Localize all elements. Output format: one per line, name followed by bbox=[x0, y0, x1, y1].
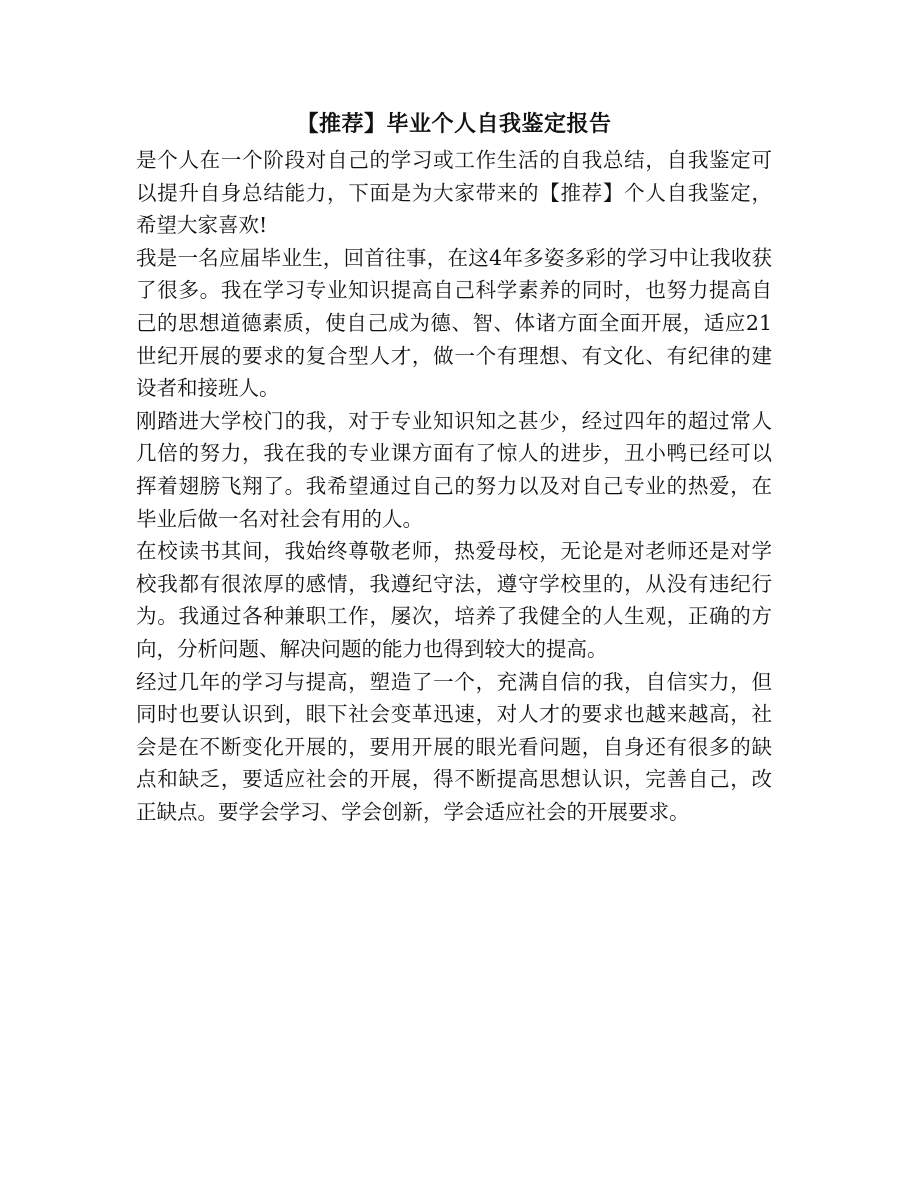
text-line: 己的思想道德素质，使自己成为德、智、体诸方面全面开展，适应21 bbox=[136, 310, 772, 335]
text-line: 世纪开展的要求的复合型人才，做一个有理想、有文化、有纪律的建 bbox=[136, 343, 772, 368]
text-line: 是个人在一个阶段对自己的学习或工作生活的自我总结，自我鉴定可 bbox=[136, 148, 772, 172]
paragraph-progress bbox=[136, 405, 772, 535]
document-page bbox=[136, 108, 772, 828]
text-line: 我是一名应届毕业生，回首往事，在这4年多姿多彩的学习中让我收获 bbox=[136, 245, 772, 270]
text-line: 会是在不断变化开展的，要用开展的眼光看问题，自身还有很多的缺 bbox=[136, 734, 772, 759]
text-line: 同时也要认识到，眼下社会变革迅速，对人才的要求也越来越高，社 bbox=[136, 702, 772, 727]
text-line: 了很多。我在学习专业知识提高自己科学素养的同时，也努力提高自 bbox=[136, 278, 772, 303]
paragraph-intro bbox=[136, 144, 772, 242]
text-line: 为。我通过各种兼职工作，屡次，培养了我健全的人生观，正确的方 bbox=[136, 604, 772, 629]
text-line: 毕业后做一名对社会有用的人。 bbox=[136, 506, 423, 531]
text-line: 设者和接班人。 bbox=[136, 376, 280, 401]
text-line: 校我都有很浓厚的感情，我遵纪守法，遵守学校里的，从没有违纪行 bbox=[136, 571, 772, 596]
text-line: 向，分析问题、解决问题的能力也得到较大的提高。 bbox=[136, 636, 608, 661]
text-line: 以提升自身总结能力，下面是为大家带来的【推荐】个人自我鉴定， bbox=[136, 180, 772, 205]
document-title: 【推荐】毕业个人自我鉴定报告 bbox=[296, 112, 612, 137]
paragraph-reflection bbox=[136, 666, 772, 829]
text-line: 几倍的努力，我在我的专业课方面有了惊人的进步，丑小鸭已经可以 bbox=[136, 441, 772, 466]
paragraph-graduate bbox=[136, 242, 772, 405]
text-line: 正缺点。要学会学习、学会创新，学会适应社会的开展要求。 bbox=[136, 799, 690, 824]
text-line: 挥着翅膀飞翔了。我希望通过自己的努力以及对自己专业的热爱，在 bbox=[136, 473, 772, 498]
text-line: 刚踏进大学校门的我，对于专业知识知之甚少，经过四年的超过常人 bbox=[136, 408, 772, 433]
text-line: 点和缺乏，要适应社会的开展，得不断提高思想认识，完善自己，改 bbox=[136, 767, 772, 792]
text-line: 希望大家喜欢! bbox=[136, 213, 268, 238]
text-line: 在校读书其间，我始终尊敬老师，热爱母校，无论是对老师还是对学 bbox=[136, 539, 772, 564]
paragraph-school bbox=[136, 535, 772, 665]
text-line: 经过几年的学习与提高，塑造了一个，充满自信的我，自信实力，但 bbox=[136, 669, 772, 694]
